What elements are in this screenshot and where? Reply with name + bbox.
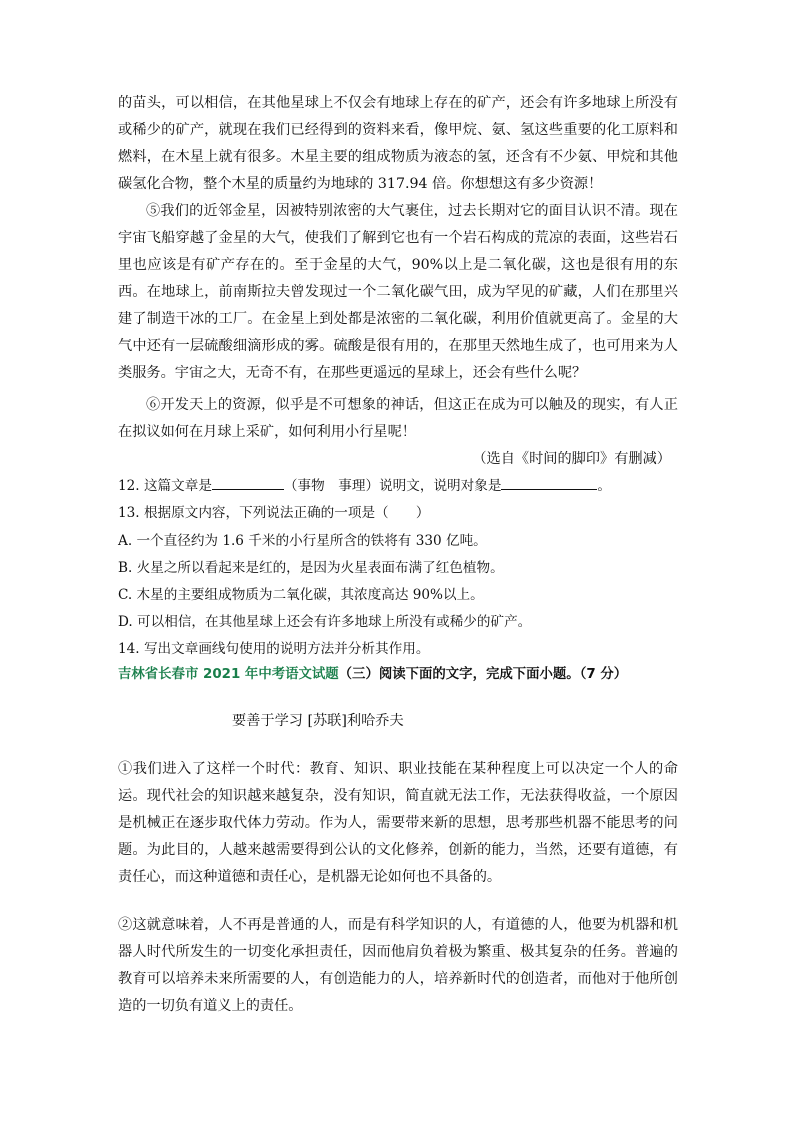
section-heading-instruction: （三）阅读下面的文字，完成下面小题。（7 分） — [338, 667, 628, 682]
question-12-stem-b: （事物 事理）说明文，说明对象是 — [283, 478, 502, 494]
passage-paragraph-6 — [118, 392, 678, 446]
passage-source: （选自《时间的脚印》有删减） — [472, 451, 671, 467]
passage-paragraph-5 — [118, 198, 678, 387]
article-paragraph-2 — [118, 912, 678, 1020]
question-13: 13. 根据原文内容，下列说法正确的一项是（ ） — [118, 505, 430, 521]
question-13-option-b: B. 火星之所以看起来是红的，是因为火星表面布满了红色植物。 — [118, 560, 504, 576]
answer-blank[interactable] — [501, 475, 597, 490]
passage-text: 的苗头，可以相信，在其他星球上不仅会有地球上存在的矿产，还会有许多地球上所没有或稀少的矿产，就现在我们已经得到的资料来看，像甲烷、氨、氢这些重要的化工原料和燃料，在木星上就有很多。木星主要的组成物质为液态的氢，还含有不少氨、甲烷和其他碳氢化合物，整个木星的质量约为地球的 317.94 倍。你想想这有多少资源！ — [118, 95, 678, 192]
question-12 — [118, 475, 678, 497]
passage-text: ⑤我们的近邻金星，因被特别浓密的大气裹住，过去长期对它的面目认识不清。现在宇宙飞船穿越了金星的大气，使我们了解到它也有一个岩石构成的荒凉的表面，这些岩石里也应该是有矿产存在的。至于金星的大气，90%以上是二氧化碳，这也是很有用的东西。在地球上，前南斯拉夫曾发现过一个二氧化碳气田，成为罕见的矿藏，人们在那里兴建了制造干冰的工厂。在金星上到处都是浓密的二氧化碳，利用价值就更高了。金星的大气中还有一层硫酸细滴形成的雾。硫酸是很有用的，在那里天然地生成了，也可用来为人类服务。宇宙之大，无奇不有，在那些更遥远的星球上，还会有些什么呢？ — [118, 203, 678, 381]
article-title: 要善于学习 [苏联]利哈乔夫 — [232, 713, 404, 729]
question-12-stem-c: 。 — [597, 478, 612, 494]
question-12-stem-a: 12. 这篇文章是 — [118, 478, 212, 494]
question-14: 14. 写出文章画线句使用的说明方法并分析其作用。 — [118, 641, 430, 657]
passage-paragraph-continuation — [118, 90, 678, 198]
question-13-option-d: D. 可以相信，在其他星球上还会有许多地球上所没有或稀少的矿产。 — [118, 614, 532, 630]
passage-text: ⑥开发天上的资源，似乎是不可想象的神话，但这正在成为可以触及的现实，有人正在拟议如何在月球上采矿，如何利用小行星呢！ — [118, 397, 678, 440]
answer-blank[interactable] — [212, 475, 284, 490]
article-text: ②这就意味着，人不再是普通的人，而是有科学知识的人，有道德的人，他要为机器和机器人时代所发生的一切变化承担责任，因而他肩负着极为繁重、极其复杂的任务。普遍的教育可以培养未来所需要的人，有创造能力的人，培养新时代的创造者，而他对于他所创造的一切负有道义上的责任。 — [118, 917, 678, 1014]
question-13-option-a: A. 一个直径约为 1.6 千米的小行星所含的铁将有 330 亿吨。 — [118, 533, 487, 549]
section-heading — [118, 664, 678, 686]
article-paragraph-1 — [118, 756, 678, 891]
question-13-option-c: C. 木星的主要组成物质为二氧化碳，其浓度高达 90%以上。 — [118, 587, 484, 603]
section-heading-source: 吉林省长春市 2021 年中考语文试题 — [118, 667, 339, 682]
article-text: ①我们进入了这样一个时代：教育、知识、职业技能在某种程度上可以决定一个人的命运。现代社会的知识越来越复杂，没有知识，简直就无法工作，无法获得收益，一个原因是机械正在逐步取代体力劳动。作为人，需要带来新的思想，思考那些机器不能思考的问题。为此目的，人越来越需要得到公认的文化修养，创新的能力，当然，还要有道德，有责任心，而这种道德和责任心，是机器无论如何也不具备的。 — [118, 761, 678, 885]
